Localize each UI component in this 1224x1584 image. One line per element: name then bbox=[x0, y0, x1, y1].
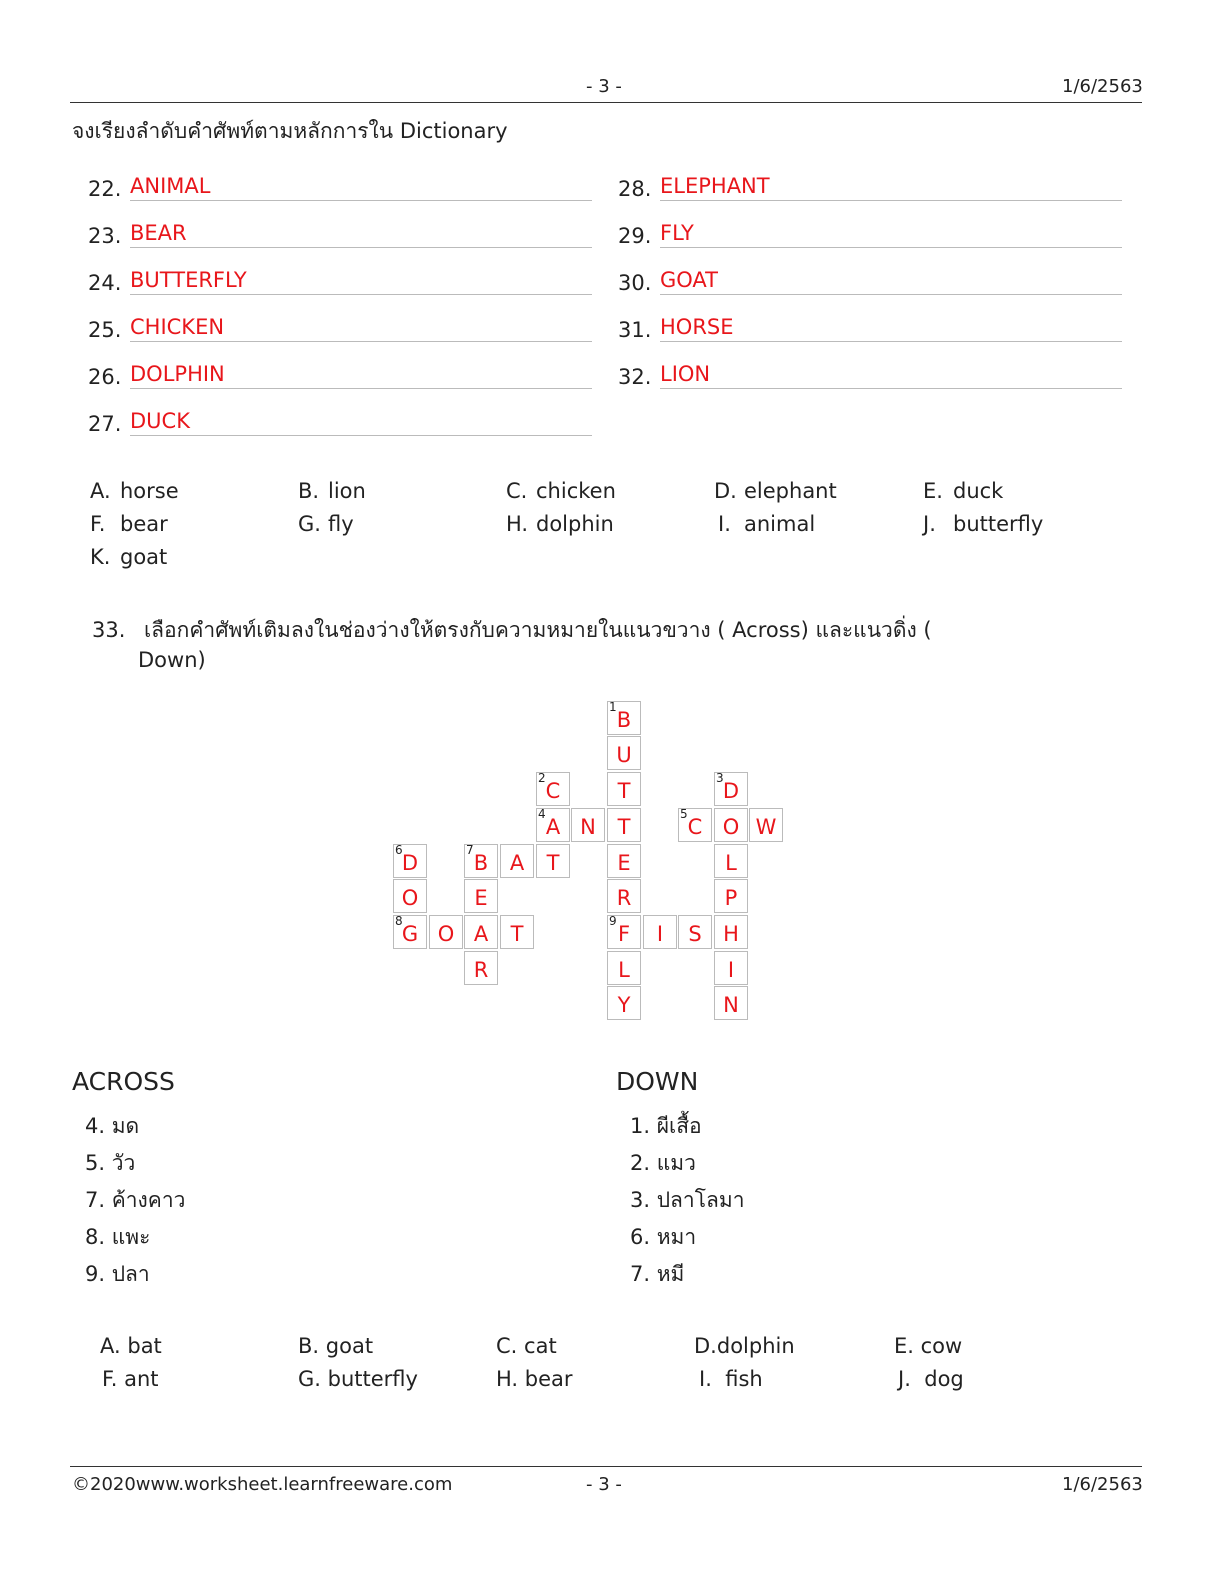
item-number: 30. bbox=[618, 271, 652, 295]
crossword-cell[interactable]: N bbox=[571, 808, 605, 842]
across-clue: 5. วัว bbox=[85, 1151, 136, 1175]
footer-copyright: ©2020www.worksheet.learnfreeware.com bbox=[72, 1474, 453, 1495]
footer-rule bbox=[70, 1466, 1142, 1467]
item-number: 28. bbox=[618, 177, 652, 201]
item-answer: ANIMAL bbox=[130, 174, 592, 201]
ordering-item bbox=[88, 362, 592, 389]
footer-page-number: - 3 - bbox=[586, 1474, 622, 1495]
word-option: A. horse bbox=[90, 479, 179, 503]
crossword-cell[interactable]: L bbox=[714, 844, 748, 878]
crossword-cell[interactable]: T bbox=[607, 772, 641, 806]
down-title: DOWN bbox=[616, 1067, 699, 1096]
item-answer: BEAR bbox=[130, 221, 592, 248]
across-clue: 8. แพะ bbox=[85, 1225, 151, 1249]
item-answer: LION bbox=[660, 362, 1122, 389]
word-option: B. lion bbox=[298, 479, 366, 503]
crossword-cell[interactable]: 6 D bbox=[393, 844, 427, 878]
crossword-cell[interactable]: Y bbox=[607, 986, 641, 1020]
word-option: C. chicken bbox=[506, 479, 616, 503]
word-option: K. goat bbox=[90, 545, 168, 569]
item-answer: ELEPHANT bbox=[660, 174, 1122, 201]
item-number: 32. bbox=[618, 365, 652, 389]
crossword-cell[interactable]: U bbox=[607, 736, 641, 770]
word-option: I. animal bbox=[718, 512, 816, 536]
crossword-cell[interactable]: I bbox=[714, 951, 748, 985]
crossword-cell[interactable]: 9 F bbox=[607, 915, 641, 949]
crossword-cell[interactable]: R bbox=[607, 879, 641, 913]
item-answer: BUTTERFLY bbox=[130, 268, 592, 295]
ordering-item bbox=[618, 315, 1122, 342]
word-option: J. butterfly bbox=[923, 512, 1044, 536]
crossword-cell[interactable]: N bbox=[714, 986, 748, 1020]
item-number: 27. bbox=[88, 412, 122, 436]
crossword-cell[interactable]: W bbox=[749, 808, 783, 842]
word-option: C. cat bbox=[496, 1334, 557, 1358]
word-option: F. ant bbox=[102, 1367, 159, 1391]
across-title: ACROSS bbox=[72, 1067, 175, 1096]
crossword-cell[interactable]: T bbox=[607, 808, 641, 842]
down-clue: 3. ปลาโลมา bbox=[630, 1188, 745, 1212]
question-text-line2: Down) bbox=[138, 648, 206, 672]
crossword-cell[interactable]: O bbox=[393, 879, 427, 913]
crossword-cell[interactable]: 4 A bbox=[536, 808, 570, 842]
crossword-cell[interactable]: R bbox=[464, 951, 498, 985]
crossword-cell[interactable]: P bbox=[714, 879, 748, 913]
header-rule bbox=[70, 102, 1142, 103]
crossword-cell[interactable]: E bbox=[464, 879, 498, 913]
ordering-item bbox=[618, 174, 1122, 201]
item-answer: GOAT bbox=[660, 268, 1122, 295]
crossword-cell[interactable]: 1 B bbox=[607, 701, 641, 735]
word-option: B. goat bbox=[298, 1334, 374, 1358]
word-option: H. dolphin bbox=[506, 512, 614, 536]
ordering-item bbox=[88, 268, 592, 295]
ordering-item bbox=[88, 174, 592, 201]
word-option: I. fish bbox=[699, 1367, 763, 1391]
question-number: 33. bbox=[92, 618, 126, 642]
ordering-item bbox=[88, 409, 592, 436]
header-date: 1/6/2563 bbox=[1062, 76, 1143, 97]
crossword-cell[interactable]: 7 B bbox=[464, 844, 498, 878]
crossword-cell[interactable]: S bbox=[678, 915, 712, 949]
ordering-item bbox=[88, 221, 592, 248]
header-page-number: - 3 - bbox=[586, 76, 622, 97]
question-33 bbox=[92, 615, 992, 675]
down-clue: 6. หมา bbox=[630, 1225, 697, 1249]
across-clue: 7. ค้างคาว bbox=[85, 1188, 186, 1212]
word-option: D.dolphin bbox=[694, 1334, 795, 1358]
crossword-cell[interactable]: 8 G bbox=[393, 915, 427, 949]
across-clue: 9. ปลา bbox=[85, 1262, 150, 1286]
crossword-cell[interactable]: A bbox=[464, 915, 498, 949]
item-answer: DUCK bbox=[130, 409, 592, 436]
word-option: A. bat bbox=[100, 1334, 162, 1358]
item-answer: DOLPHIN bbox=[130, 362, 592, 389]
crossword-cell[interactable]: 2 C bbox=[536, 772, 570, 806]
crossword-cell[interactable]: O bbox=[429, 915, 463, 949]
crossword-cell[interactable]: A bbox=[500, 844, 534, 878]
ordering-item bbox=[618, 362, 1122, 389]
across-clue: 4. มด bbox=[85, 1114, 140, 1138]
crossword-cell[interactable]: T bbox=[500, 915, 534, 949]
crossword-cell[interactable]: I bbox=[643, 915, 677, 949]
word-option: D. elephant bbox=[714, 479, 837, 503]
item-number: 29. bbox=[618, 224, 652, 248]
question-text-line1: เลือกคำศัพท์เติมลงในช่องว่างให้ตรงกับความหมายในแนวขวาง ( Across) และแนวดิ่ง ( bbox=[144, 618, 932, 642]
item-number: 25. bbox=[88, 318, 122, 342]
item-number: 22. bbox=[88, 177, 122, 201]
down-clue: 2. แมว bbox=[630, 1151, 696, 1175]
instruction: จงเรียงลำดับคำศัพท์ตามหลักการใน Dictionary bbox=[72, 119, 508, 143]
crossword-cell[interactable]: 3 D bbox=[714, 772, 748, 806]
ordering-item bbox=[618, 221, 1122, 248]
ordering-item bbox=[88, 315, 592, 342]
item-number: 31. bbox=[618, 318, 652, 342]
crossword-cell[interactable]: O bbox=[714, 808, 748, 842]
word-option: F. bear bbox=[90, 512, 168, 536]
word-option: E. duck bbox=[923, 479, 1004, 503]
down-clue: 7. หมี bbox=[630, 1262, 685, 1286]
footer-date: 1/6/2563 bbox=[1062, 1474, 1143, 1495]
item-number: 24. bbox=[88, 271, 122, 295]
word-option: E. cow bbox=[894, 1334, 963, 1358]
item-number: 26. bbox=[88, 365, 122, 389]
crossword-cell[interactable]: H bbox=[714, 915, 748, 949]
item-answer: FLY bbox=[660, 221, 1122, 248]
item-number: 23. bbox=[88, 224, 122, 248]
ordering-item bbox=[618, 268, 1122, 295]
item-answer: CHICKEN bbox=[130, 315, 592, 342]
word-option: G. fly bbox=[298, 512, 354, 536]
crossword-cell[interactable]: E bbox=[607, 844, 641, 878]
crossword-cell[interactable]: 5 C bbox=[678, 808, 712, 842]
word-option: H. bear bbox=[496, 1367, 573, 1391]
item-answer: HORSE bbox=[660, 315, 1122, 342]
down-clue: 1. ผีเสื้อ bbox=[630, 1114, 702, 1138]
crossword-cell[interactable]: L bbox=[607, 951, 641, 985]
crossword-cell[interactable]: T bbox=[536, 844, 570, 878]
word-option: J. dog bbox=[898, 1367, 964, 1391]
word-option: G. butterfly bbox=[298, 1367, 418, 1391]
